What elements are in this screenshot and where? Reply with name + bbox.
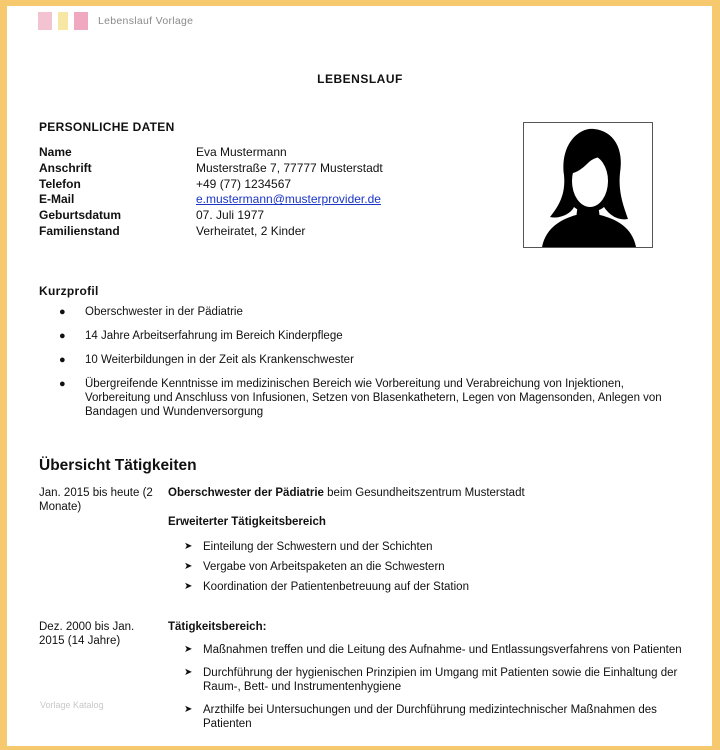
personal-label: E-Mail (39, 192, 75, 207)
personal-row-address (39, 161, 479, 177)
personal-row-phone (39, 177, 479, 193)
bullet-icon: ● (59, 354, 66, 366)
personal-value: 07. Juli 1977 (196, 208, 265, 223)
personal-row-family (39, 224, 479, 240)
personal-value: Musterstraße 7, 77777 Musterstadt (196, 160, 383, 175)
bullet-icon: ● (59, 330, 66, 342)
list-item: ➤ Vergabe von Arbeitspaketen an die Schwestern (184, 561, 445, 573)
entry-body (168, 486, 688, 600)
arrow-bullet-icon: ➤ (184, 561, 193, 572)
person-silhouette-icon (524, 123, 652, 247)
personal-label: Geburtsdatum (39, 208, 122, 223)
list-item: ➤ Koordination der Patientenbetreuung auf der Station (184, 581, 469, 593)
personal-value: Verheiratet, 2 Kinder (196, 223, 306, 238)
profile-photo (523, 122, 653, 248)
list-item: ➤ Arzthilfe bei Untersuchungen und der Durchführung medizintechnischer Maßnahmen des Patienten (184, 704, 657, 730)
personal-data-heading: PERSONLICHE DATEN (39, 120, 175, 134)
list-item: ● Oberschwester in der Pädiatrie (59, 306, 243, 318)
personal-label: Telefon (39, 176, 81, 191)
profile-list (55, 305, 675, 427)
personal-value: Eva Mustermann (196, 145, 287, 159)
bullet-icon: ● (59, 306, 66, 318)
entry-subheading: Tätigkeitsbereich: (168, 621, 267, 633)
arrow-bullet-icon: ➤ (184, 541, 193, 552)
personal-row-birthdate (39, 208, 479, 224)
list-item: ➤ Durchführung der hygienischen Prinzipien im Umgang mit Patienten sowie die Einhaltung der Raum-, Bett- und Instrumentenhygiene (184, 667, 678, 693)
arrow-bullet-icon: ➤ (184, 667, 193, 678)
arrow-bullet-icon: ➤ (184, 704, 193, 715)
arrow-bullet-icon: ➤ (184, 644, 193, 655)
arrow-bullet-icon: ➤ (184, 581, 193, 592)
personal-label: Familienstand (39, 223, 120, 238)
list-item: ● Übergreifende Kenntnisse im medizinischen Bereich wie Vorbereitung und Verabreichung von Injektionen, Vorbereitung und Anschluss von Infusionen, Setzen von Blasenkathetern, Legen von Magensonden, Anlegen von Bandagen und Wundenversorgung (59, 378, 662, 418)
list-item: ➤ Maßnahmen treffen und die Leitung des Aufnahme- und Entlassungsverfahrens von Patienten (184, 644, 682, 656)
entry-date: Dez. 2000 bis Jan. 2015 (14 Jahre) (39, 621, 135, 647)
entry-date: Jan. 2015 bis heute (2 Monate) (39, 487, 153, 513)
activities-heading: Übersicht Tätigkeiten (39, 457, 197, 474)
personal-data-table (39, 145, 479, 240)
list-item: ● 10 Weiterbildungen in der Zeit als Krankenschwester (59, 354, 354, 366)
personal-label: Anschrift (39, 160, 92, 175)
email-link[interactable]: e.mustermann@musterprovider.de (196, 192, 381, 207)
personal-row-email (39, 192, 479, 208)
profile-heading: Kurzprofil (39, 284, 99, 298)
watermark: Vorlage Katalog (40, 700, 104, 710)
personal-value: +49 (77) 1234567 (196, 176, 292, 191)
personal-row-name (39, 145, 479, 161)
list-item: ● 14 Jahre Arbeitserfahrung im Bereich Kinderpflege (59, 330, 343, 342)
entry-subheading: Erweiterter Tätigkeitsbereich (168, 516, 326, 528)
site-logo[interactable] (38, 12, 193, 30)
bullet-icon: ● (59, 378, 66, 390)
logo-mark-icon (38, 12, 88, 30)
list-item: ➤ Einteilung der Schwestern und der Schichten (184, 541, 433, 553)
personal-label: Name (39, 145, 72, 159)
entry-position: Oberschwester der Pädiatrie beim Gesundheitszentrum Musterstadt (168, 487, 525, 499)
entry-body (168, 620, 688, 737)
document-title: LEBENSLAUF (317, 72, 403, 86)
logo-text: Lebenslauf Vorlage (98, 15, 194, 27)
